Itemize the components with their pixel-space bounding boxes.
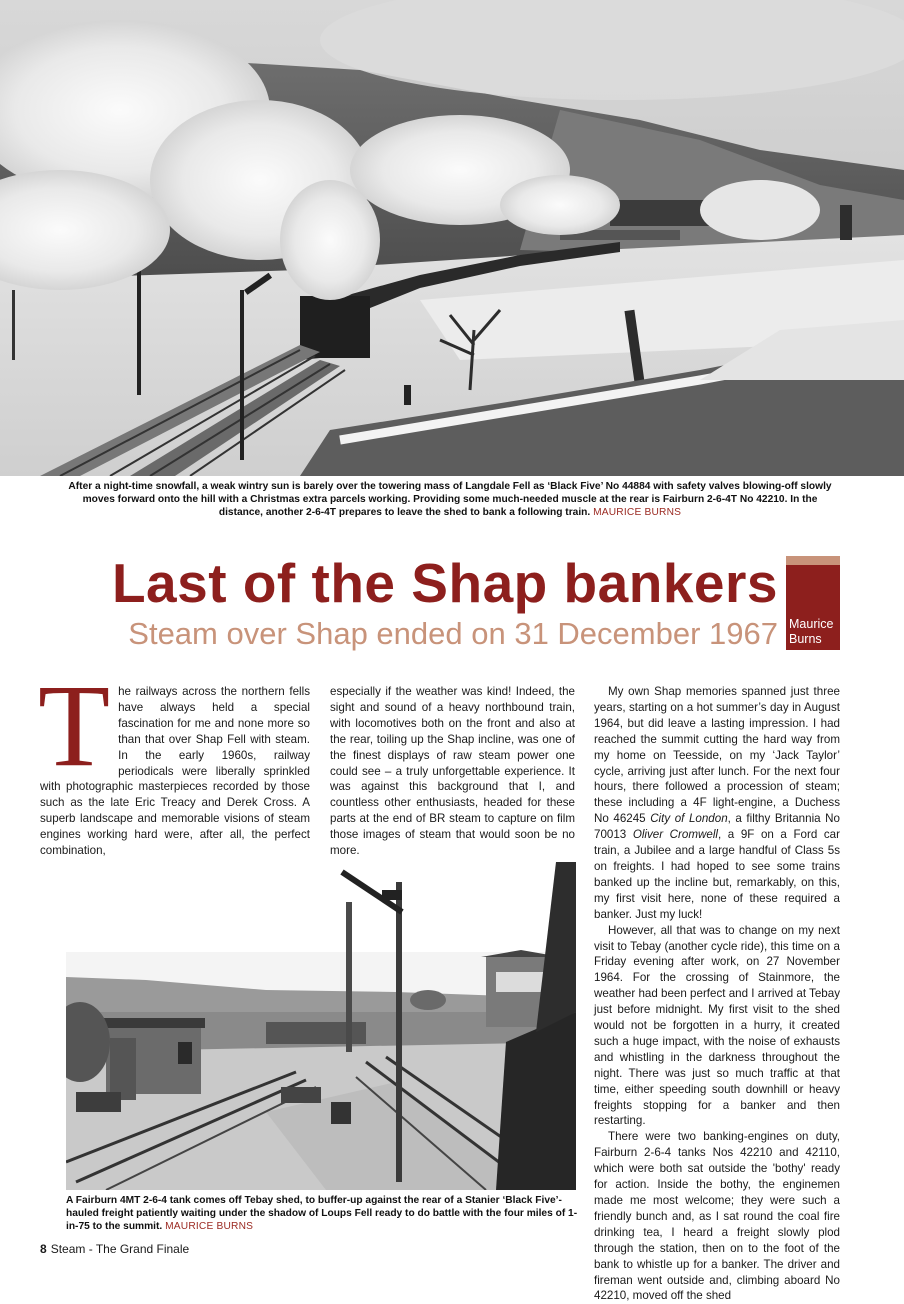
paragraph-text: , a filthy Britannia No 70013: [594, 812, 840, 842]
paragraph: However, all that was to change on my next visit to Tebay (another cycle ride), this time on a Friday evening after work, on 27 November 1964. For the crossing of Stainmore, the weather had been perfect and I arrived at Tebay just before midnight. My first visit to the shed would not be forgotten in a hurry, it created such a huge impact, with the noise of exhausts and whistling in the darkness throughout the night. There was just so much traffic at that time, either speeding south downhill or heavy freights stopping for a banker and then restarting.: [594, 923, 840, 1128]
paragraph-text: , a 9F on a Ford car train, a Jubilee and a large handful of Class 5s on freights. I had hoped to see some trains banked up the incline but, remarkably, on this, my first visit here, none of these required a banker. Just my luck!: [594, 828, 840, 921]
steam-train-snow-photo-icon: [0, 0, 904, 476]
body-column-1: [38, 660, 310, 859]
caption-text: A Fairburn 4MT 2-6-4 tank comes off Tebay shed, to buffer-up against the rear of a Stanier ‘Black Five’-hauled freight patiently waiting under the shadow of Loups Fell ready to do battle with the four miles of 1-in-75 to the summit.: [66, 1195, 578, 1232]
caption-text: After a night-time snowfall, a weak wintry sun is barely over the towering mass of Langdale Fell as ‘Black Five’ No 44884 with safety valves blowing-off slowly moves forward onto the hill with a Christmas extra parcels working. Providing some much-needed muscle at the rear is Fairburn 2-6-4T No 42210. In the distance, another 2-6-4T prepares to leave the shed to bank a following train.: [68, 481, 832, 518]
author-byline: [786, 556, 840, 650]
opening-paragraph: [38, 660, 310, 859]
author-last-name: Burns: [789, 632, 822, 646]
byline-accent-strip: [786, 556, 840, 565]
photo-credit: MAURICE BURNS: [593, 507, 682, 518]
publication-name: Steam - The Grand Finale: [50, 1242, 190, 1256]
author-first-name: Maurice: [789, 617, 834, 631]
loco-name: Oliver Cromwell: [632, 828, 718, 842]
paragraph-text: he railways across the northern fells have always held a special fascination for me and none more so than that over Shap Fell with steam. In the early 1960s, railway periodicals were liberally sprinkled with photographic masterpieces recorded by those such as the late Eric Treacy and Derek Cross. A superb landscape and memorable visions of steam engines working hard were, after all, the perfect combination,: [40, 685, 310, 858]
paragraph-text: especially if the weather was kind! Indeed, the sight and sound of a heavy northbound train, with locomotives both on the front and also at the rear, toiling up the Shap incline, was one of the finest displays of raw steam power one could see – a truly unforgettable experience. It was against this background that I, and countless other enthusiasts, headed for these parts at the end of BR steam to capture on film those images of steam that would soon be no more.: [330, 685, 575, 858]
paragraph: [594, 684, 840, 923]
article-subtitle: Steam over Shap ended on 31 December 1967: [128, 616, 778, 651]
drop-cap: T: [38, 660, 111, 791]
author-name: [789, 617, 833, 647]
shed-photo: [66, 862, 576, 1190]
paragraph: There were two banking-engines on duty, Fairburn 2-6-4 tanks Nos 42210 and 42110, which were both sat outside the 'bothy' ready for action. Inside the bothy, the enginemen made me most welcome; they were such a friendly bunch and, as I sat round the coal fire drinking tea, I heard a freight slowly plod through the station, then on to the foot of the bank to whistle up for a banker. The driver and fireman went outside and, climbing aboard No 42210, moved off the shed: [594, 1130, 840, 1303]
hero-photo: [0, 0, 904, 476]
photo-credit: MAURICE BURNS: [165, 1221, 254, 1232]
paragraph-text: My own Shap memories spanned just three years, starting on a hot summer’s day in August 1964, but did leave a lasting impression. I had reached the summit cutting the hard way from my home on Teesside, on my ‘Jack Taylor’ cycle, arriving just after lunch. For the next four hours, there followed a procession of steam; these including a 4F light-engine, a Duchess No 46245: [594, 685, 840, 826]
page-number: 8: [40, 1242, 47, 1256]
loco-name: City of London: [650, 812, 728, 826]
article-title: Last of the Shap bankers: [111, 552, 778, 614]
body-column-3: [594, 684, 840, 1304]
photo-caption-top: [60, 480, 840, 519]
photo-caption-bottom: [66, 1194, 578, 1233]
page-footer: [40, 1242, 189, 1256]
tank-engine-shed-photo-icon: [66, 862, 576, 1190]
body-column-2: [330, 684, 575, 859]
